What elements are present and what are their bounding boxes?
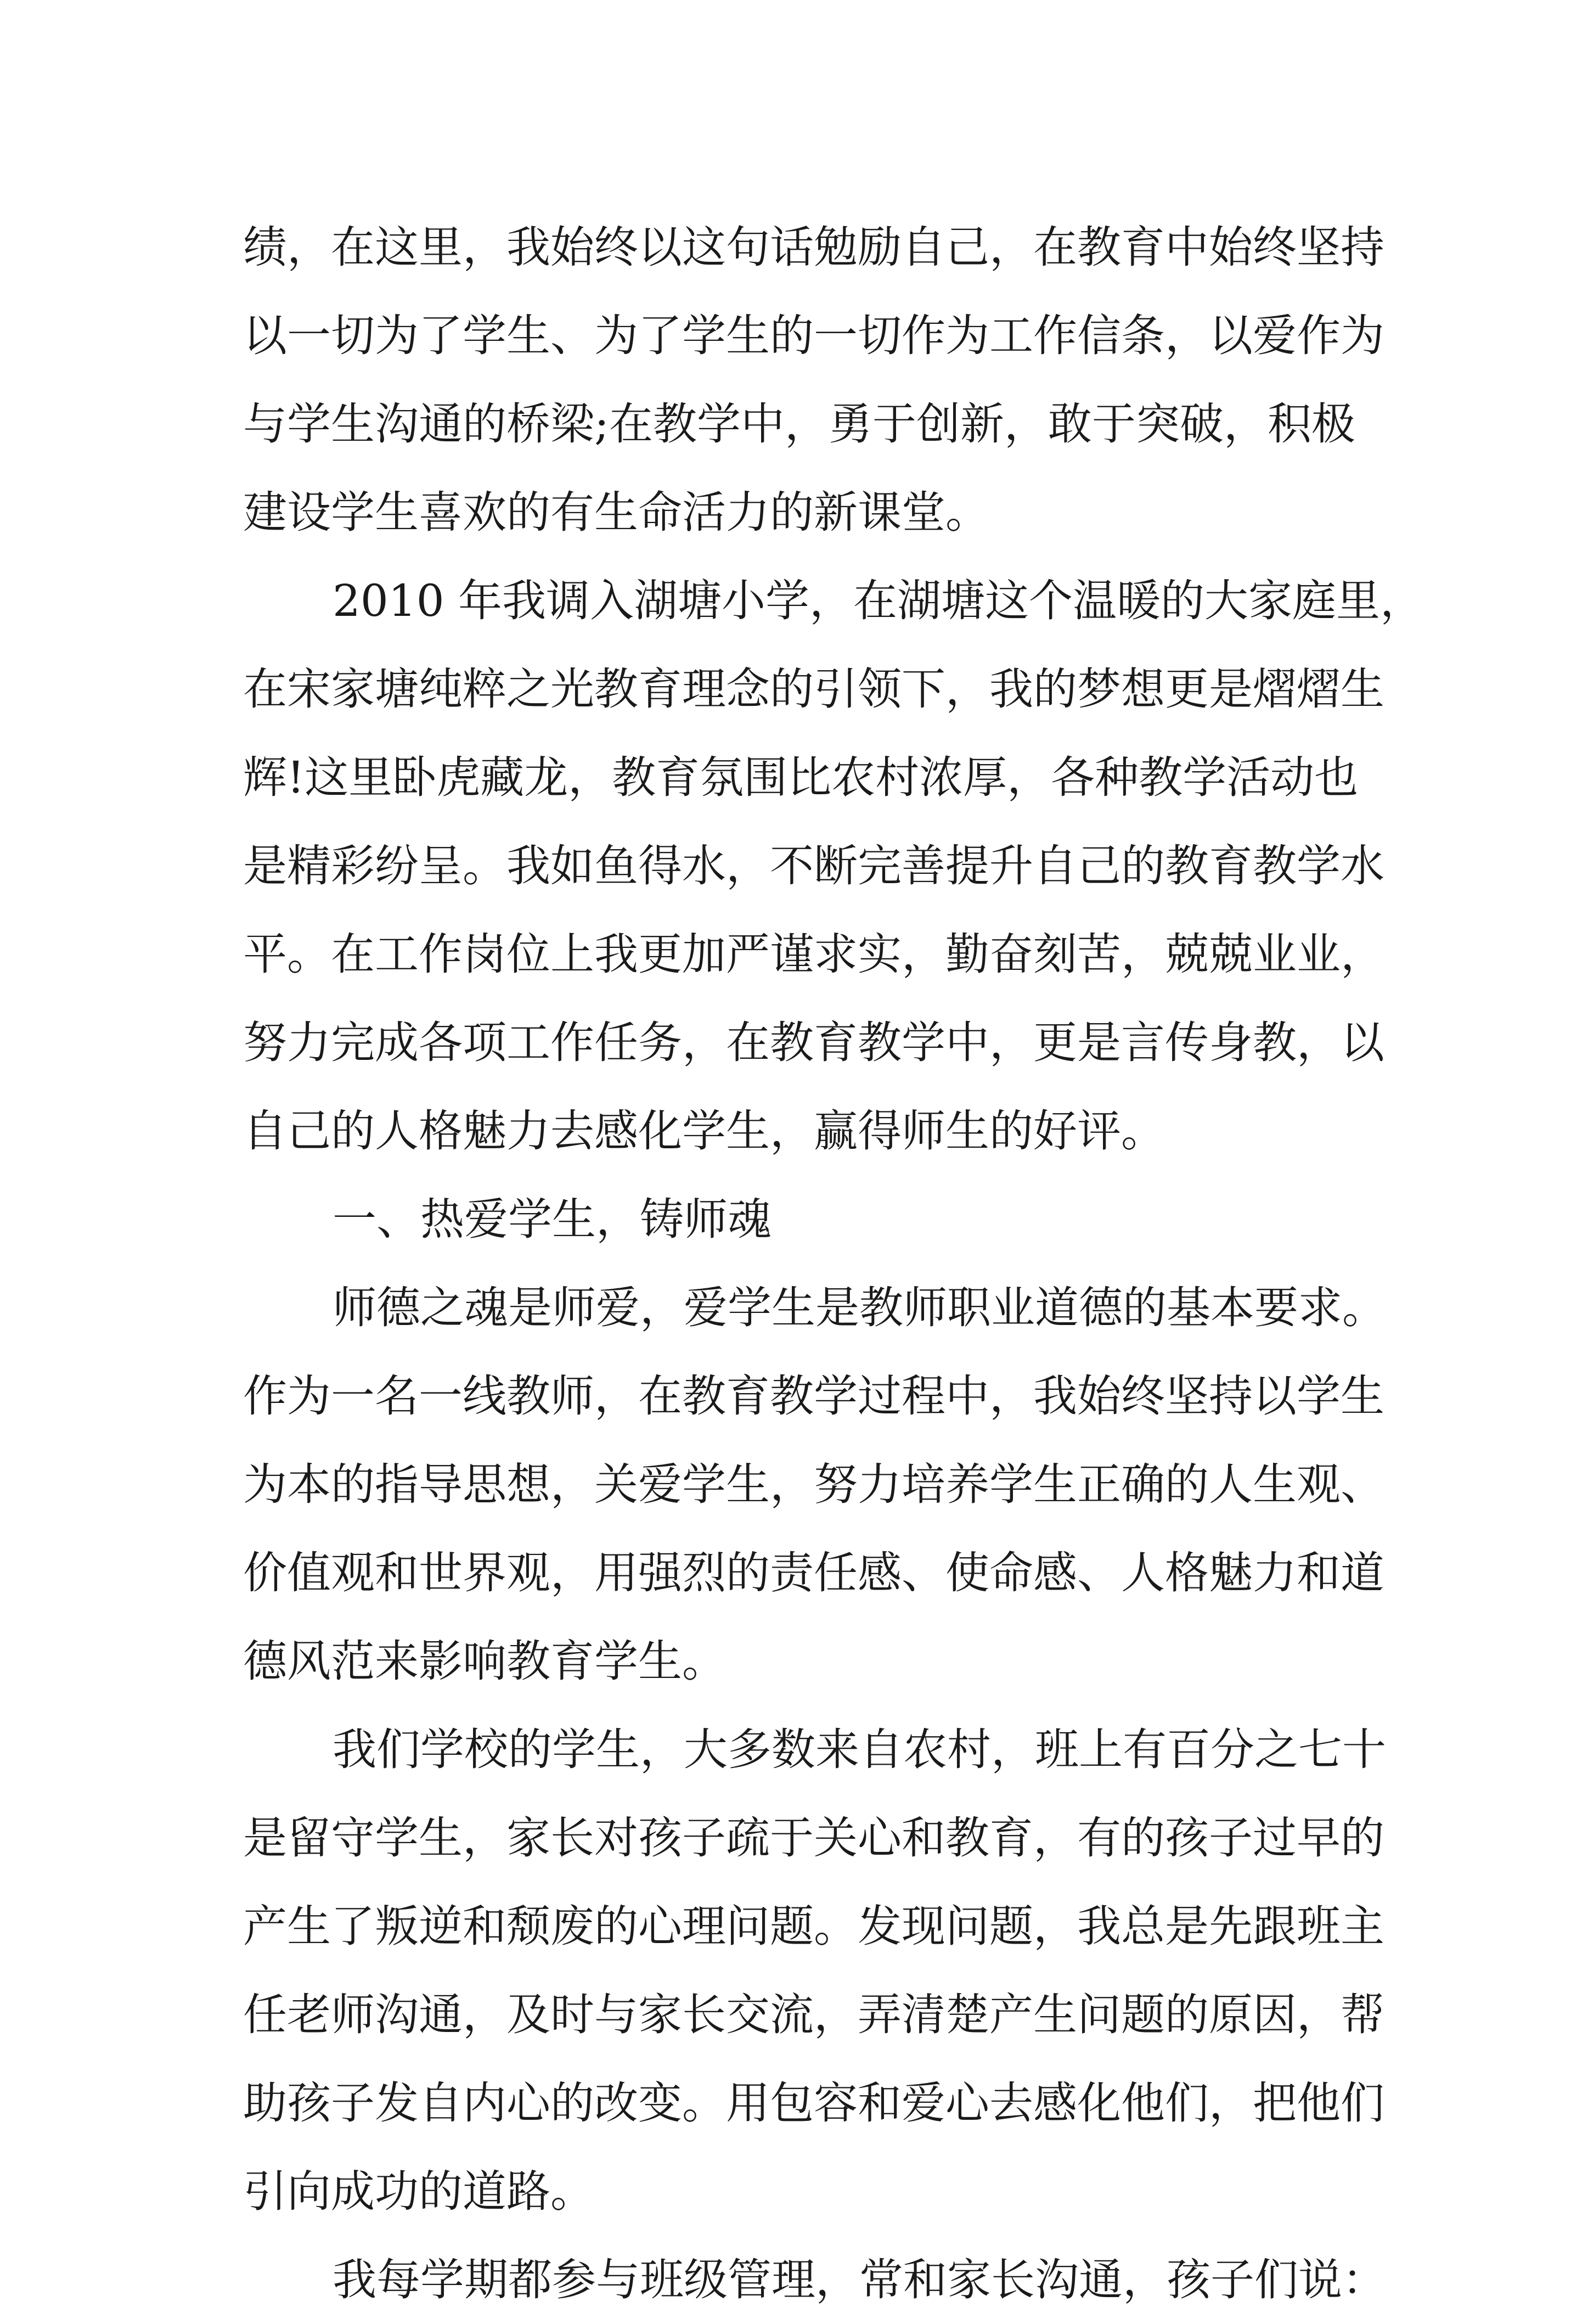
text-line: 建设学生喜欢的有生命活力的新课堂。 [243, 487, 989, 538]
paragraph-first-line: 我们学校的学生，大多数来自农村，班上有百分之七十 [333, 1724, 1386, 1775]
text-line: 努力完成各项工作任务，在教育教学中，更是言传身教，以 [243, 1017, 1384, 1068]
text-line: 为本的指导思想，关爱学生，努力培养学生正确的人生观、 [243, 1459, 1384, 1510]
body-text [243, 203, 1424, 2324]
text-line: 是精彩纷呈。我如鱼得水，不断完善提升自己的教育教学水 [243, 840, 1384, 891]
text-line: 辉!这里卧虎藏龙，教育氛围比农村浓厚，各种教学活动也 [243, 752, 1359, 803]
paragraph-first-line: 师德之魂是师爱，爱学生是教师职业道德的基本要求。 [333, 1282, 1386, 1333]
text-line: 与学生沟通的桥梁;在教学中，勇于创新，敢于突破，积极 [243, 398, 1355, 450]
section-heading: 一、热爱学生，铸师魂 [333, 1194, 772, 1245]
text-line: 绩，在这里，我始终以这句话勉励自己，在教育中始终坚持 [243, 222, 1384, 273]
text-line: 在宋家塘纯粹之光教育理念的引领下，我的梦想更是熠熠生 [243, 664, 1384, 715]
text-line: 任老师沟通，及时与家长交流，弄清楚产生问题的原因，帮 [243, 1989, 1384, 2040]
text-line: 产生了叛逆和颓废的心理问题。发现问题，我总是先跟班主 [243, 1901, 1384, 1952]
paragraph-first-line: 我每学期都参与班级管理，常和家长沟通，孩子们说： [333, 2254, 1386, 2305]
text-line: 以一切为了学生、为了学生的一切作为工作信条，以爱作为 [243, 310, 1384, 361]
text-line: 平。在工作岗位上我更加严谨求实，勤奋刻苦，兢兢业业， [243, 929, 1384, 980]
text-line: 作为一名一线教师，在教育教学过程中，我始终坚持以学生 [243, 1371, 1384, 1422]
text-line: 自己的人格魅力去感化学生，赢得师生的好评。 [243, 1105, 1165, 1157]
text-line: 德风范来影响教育学生。 [243, 1636, 726, 1687]
text-line: 引向成功的道路。 [243, 2166, 594, 2217]
text-line: 助孩子发自内心的改变。用包容和爱心去感化他们，把他们 [243, 2078, 1384, 2129]
paragraph-first-line: 2010 年我调入湖塘小学，在湖塘这个温暖的大家庭里， [333, 575, 1424, 626]
text-line: 价值观和世界观，用强烈的责任感、使命感、人格魅力和道 [243, 1547, 1384, 1598]
text-line: 是留守学生，家长对孩子疏于关心和教育，有的孩子过早的 [243, 1812, 1384, 1863]
